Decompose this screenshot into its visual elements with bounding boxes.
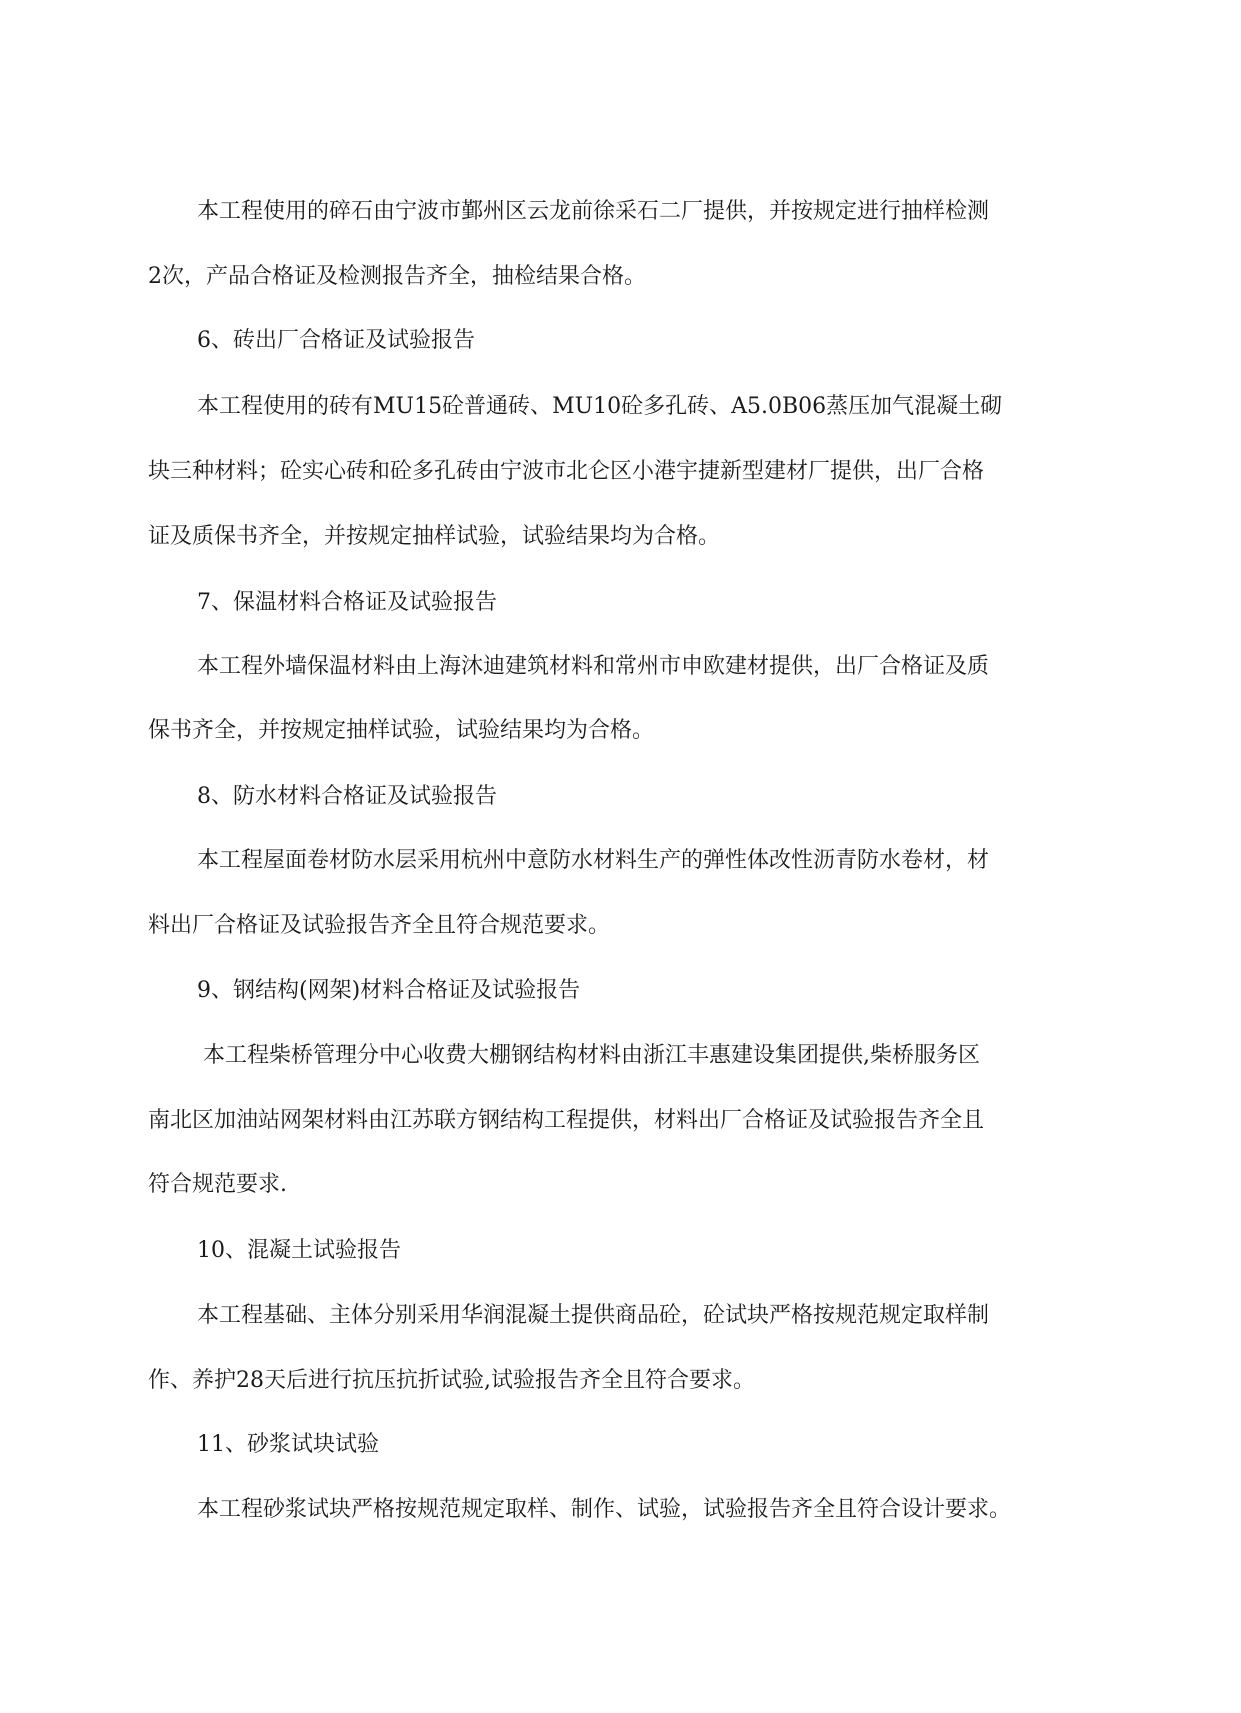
paragraph-line: 本工程使用的砖有MU15砼普通砖、MU10砼多孔砖、A5.0B06蒸压加气混凝土砌 bbox=[197, 394, 1003, 419]
section-heading: 10、混凝土试验报告 bbox=[197, 1238, 401, 1263]
paragraph-line: 块三种材料；砼实心砖和砼多孔砖由宁波市北仑区小港宇捷新型建材厂提供，出厂合格 bbox=[148, 459, 985, 484]
paragraph-line: 作、养护28天后进行抗压抗折试验,试验报告齐全且符合要求。 bbox=[148, 1368, 755, 1393]
paragraph-line: 本工程砂浆试块严格按规范规定取样、制作、试验，试验报告齐全且符合设计要求。 bbox=[197, 1497, 1012, 1522]
section-heading: 11、砂浆试块试验 bbox=[197, 1432, 379, 1457]
paragraph-line: 本工程屋面卷材防水层采用杭州中意防水材料生产的弹性体改性沥青防水卷材，材 bbox=[197, 848, 990, 873]
section-heading: 7、保温材料合格证及试验报告 bbox=[197, 590, 497, 615]
paragraph-line: 证及质保书齐全，并按规定抽样试验，试验结果均为合格。 bbox=[148, 524, 721, 549]
section-heading: 8、防水材料合格证及试验报告 bbox=[197, 784, 497, 809]
section-heading: 6、砖出厂合格证及试验报告 bbox=[197, 328, 475, 353]
section-heading: 9、钢结构(网架)材料合格证及试验报告 bbox=[197, 978, 581, 1003]
paragraph-line: 本工程外墙保温材料由上海沐迪建筑材料和常州市申欧建材提供，出厂合格证及质 bbox=[197, 654, 990, 679]
paragraph-line: 2次，产品合格证及检测报告齐全，抽检结果合格。 bbox=[148, 264, 646, 289]
paragraph-line: 保书齐全，并按规定抽样试验，试验结果均为合格。 bbox=[148, 718, 655, 743]
paragraph-line: 南北区加油站网架材料由江苏联方钢结构工程提供，材料出厂合格证及试验报告齐全且 bbox=[148, 1108, 985, 1133]
paragraph-line: 本工程基础、主体分别采用华润混凝土提供商品砼，砼试块严格按规范规定取样制 bbox=[197, 1303, 990, 1328]
paragraph-line: 本工程使用的碎石由宁波市鄞州区云龙前徐采石二厂提供，并按规定进行抽样检测 bbox=[197, 199, 990, 224]
paragraph-line: 符合规范要求. bbox=[148, 1172, 287, 1197]
paragraph-line: 本工程柴桥管理分中心收费大棚钢结构材料由浙江丰惠建设集团提供,柴桥服务区 bbox=[203, 1043, 980, 1068]
paragraph-line: 料出厂合格证及试验报告齐全且符合规范要求。 bbox=[148, 913, 611, 938]
